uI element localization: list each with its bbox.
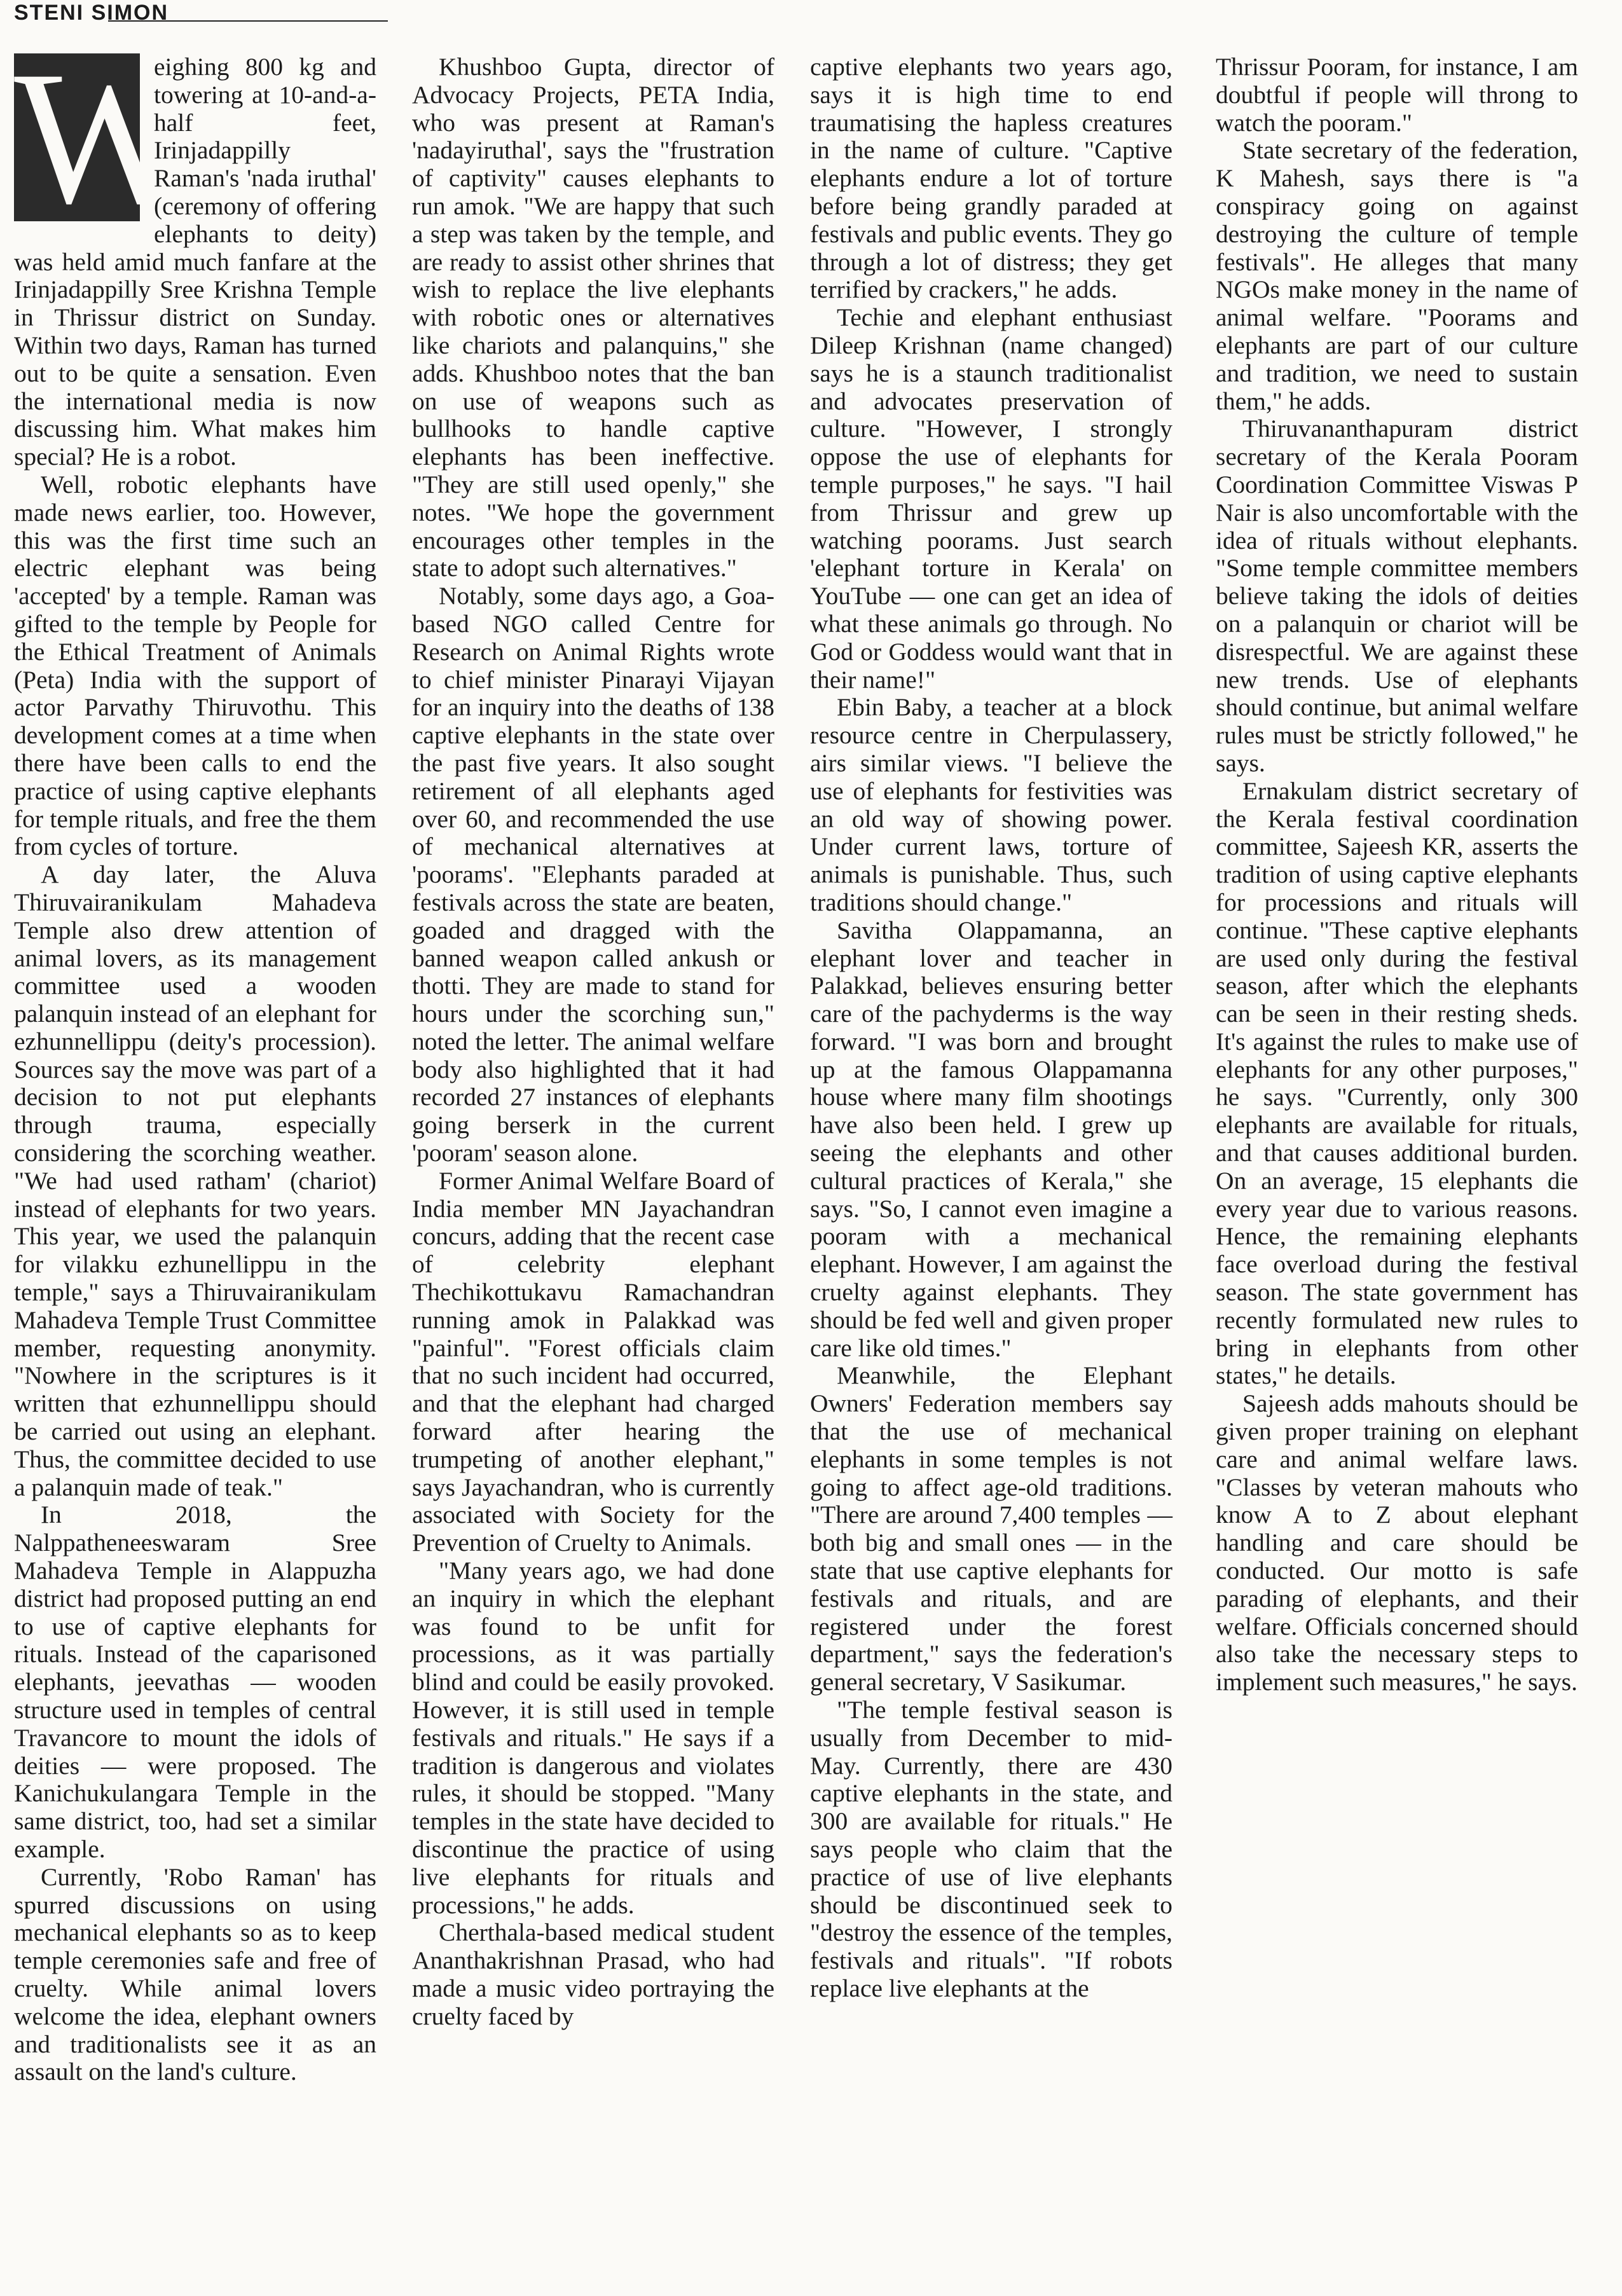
paragraph: "Many years ago, we had done an inquiry in which the elephant was found to be unfit for processions, as it was partially blind and could be easily provoked. However, it is still used in temple festivals and rituals." He says if a tradition is dangerous and violates rules, it should be stopped. "Many temples in the state have decided to discontinue the practice of using live elephants for rituals and processions," he adds.	[412, 1557, 774, 1919]
paragraph: Well, robotic elephants have made news earlier, too. However, this was the first time such an electric elephant was being 'accepted' by a temple. Raman was gifted to the temple by People for the Ethical Treatment of Animals (Peta) India with the support of actor Parvathy Thiruvothu. This development comes at a time when there have been calls to end the practice of using captive elephants for temple rituals, and free the them from cycles of torture.	[14, 470, 376, 861]
paragraph: Meanwhile, the Elephant Owners' Federation members say that the use of mechanical elephants in some temples is not going to affect age-old traditions. "There are around 7,400 temples — both big and small ones — in the state that use captive elephants for festivals and rituals, and are registered under the forest department," says the federation's general secretary, V Sasikumar.	[810, 1361, 1172, 1696]
paragraph: Sajeesh adds mahouts should be given proper training on elephant care and animal welfare laws. "Classes by veteran mahouts who know A to Z about elephant handling and care should be conducted. Our motto is safe parading of elephants, and their welfare. Officials concerned should also take the necessary steps to implement such measures," he says.	[1216, 1389, 1578, 1696]
paragraph: Ebin Baby, a teacher at a block resource centre in Cherpulassery, airs similar views. "I believe the use of elephants for festivities was an old way of showing power. Under current laws, torture of animals is punishable. Thus, such traditions should change."	[810, 693, 1172, 916]
paragraph: eighing 800 kg and towering at 10-and-a-half feet, Irinjadappilly Raman's 'nada iruthal' (ceremony of offering elephants to deity) was held amid much fanfare at the Irinjadappilly Sree Krishna Temple in Thrissur district on Sunday. Within two days, Raman has turned out to be quite a sensation. Even the international media is now discussing him. What makes him special? He is a robot.	[14, 53, 376, 471]
paragraph: State secretary of the federation, K Mahesh, says there is "a conspiracy going on against destroying the culture of temple festivals". He alleges that many NGOs make money in the name of animal welfare. "Poorams and elephants are part of our culture and tradition, we need to sustain them," he adds.	[1216, 136, 1578, 415]
paragraph: A day later, the Aluva Thiruvairanikulam Mahadeva Temple also drew attention of animal lovers, as its management committee used a wooden palanquin instead of an elephant for ezhunnellippu (deity's procession). Sources say the move was part of a decision to not put elephants through trauma, especially considering the scorching weather. "We had used ratham' (chariot) instead of elephants for two years. This year, we used the palanquin for vilakku ezhunellippu in the temple," says a Thiruvairanikulam Mahadeva Temple Trust Committee member, requesting anonymity. "Nowhere in the scriptures is it written that ezhunnellippu should be carried out using an elephant. Thus, the committee decided to use a palanquin made of teak."	[14, 860, 376, 1501]
paragraph: Former Animal Welfare Board of India member MN Jayachandran concurs, adding that the recent case of celebrity elephant Thechikottukavu Ramachandran running amok in Palakkad was "painful". "Forest officials claim that no such incident had occurred, and that the elephant had charged forward after hearing the trumpeting of another elephant," says Jayachandran, who is currently associated with Society for the Prevention of Cruelty to Animals.	[412, 1166, 774, 1557]
paragraph: Ernakulam district secretary of the Kerala festival coordination committee, Sajeesh KR, asserts the tradition of using captive elephants for processions and rituals will continue. "These captive elephants are used only during the festival season, after which the elephants can be seen in their resting sheds. It's against the rules to make use of elephants for any other purposes," he says. "Currently, only 300 elephants are available for rituals, and that causes additional burden. On an average, 15 elephants die every year due to various reasons. Hence, the remaining elephants face overload during the festival season. The state government has recently formulated new rules to bring in elephants from other states," he details.	[1216, 776, 1578, 1390]
paragraph: Thiruvananthapuram district secretary of the Kerala Pooram Coordination Committee Viswas P Nair is also uncomfortable with the idea of rituals without elephants. "Some temple committee members believe taking the idols of deities on a palanquin or chariot will be disrespectful. We are against these new trends. Use of elephants should continue, but animal welfare rules must be strictly followed," he says.	[1216, 415, 1578, 777]
paragraph: Thrissur Pooram, for instance, I am doubtful if people will throng to watch the pooram."	[1216, 53, 1578, 137]
paragraph: Techie and elephant enthusiast Dileep Krishnan (name changed) says he is a staunch traditionalist and advocates preservation of culture. "However, I strongly oppose the use of elephants for temple purposes," he says. "I hail from Thrissur and grew up watching poorams. Just search 'elephant torture in Kerala' on YouTube — one can get an idea of what these animals go through. No God or Goddess would want that in their name!"	[810, 303, 1172, 694]
column-2	[412, 53, 774, 2279]
column-4	[1216, 53, 1578, 2279]
paragraph: Notably, some days ago, a Goa-based NGO called Centre for Research on Animal Rights wrote to chief minister Pinarayi Vijayan for an inquiry into the deaths of 138 captive elephants in the state over the past five years. It also sought retirement of all elephants aged over 60, and recommended the use of mechanical alternatives at 'poorams'. "Elephants paraded at festivals across the state are beaten, goaded and dragged with the banned weapon called ankush or thotti. They are made to stand for hours under the scorching sun," noted the letter. The animal welfare body also highlighted that it had recorded 27 instances of elephants going berserk in the current 'pooram' season alone.	[412, 582, 774, 1167]
paragraph: Khushboo Gupta, director of Advocacy Projects, PETA India, who was present at Raman's 'nadayiruthal', says the "frustration of captivity" causes elephants to run amok. "We are happy that such a step was taken by the temple, and are ready to assist other shrines that wish to replace the live elephants with robotic ones or alternatives like chariots and palanquins," she adds. Khushboo notes that the ban on use of weapons such as bullhooks to handle captive elephants has been ineffective. "They are still used openly," she notes. "We hope the government encourages other temples in the state to adopt such alternatives."	[412, 53, 774, 582]
paragraph: "The temple festival season is usually from December to mid-May. Currently, there are 430 captive elephants in the state, and 300 are available for rituals." He says people who claim that the practice of use of live elephants should be discontinued seek to "destroy the essence of the temples, festivals and rituals". "If robots replace live elephants at the	[810, 1696, 1172, 2002]
paragraph: captive elephants two years ago, says it is high time to end traumatising the hapless creatures in the name of culture. "Captive elephants endure a lot of torture before being grandly paraded at festivals and public events. They go through a lot of distress; they get terrified by crackers," he adds.	[810, 53, 1172, 304]
byline: STENI SIMON	[14, 1, 169, 25]
drop-cap: W	[14, 32, 195, 243]
paragraph: Cherthala-based medical student Ananthakrishnan Prasad, who had made a music video portraying the cruelty faced by	[412, 1918, 774, 2030]
paragraph: In 2018, the Nalppatheneeswaram Sree Mahadeva Temple in Alappuzha district had proposed putting an end to use of captive elephants for rituals. Instead of the caparisoned elephants, jeevathas — wooden structure used in temples of central Travancore to mount the idols of deities — were proposed. The Kanichukulangara Temple in the same district, too, had set a similar example.	[14, 1501, 376, 1863]
byline-rule	[108, 20, 388, 22]
column-3	[810, 53, 1172, 2279]
paragraph: Savitha Olappamanna, an elephant lover and teacher in Palakkad, believes ensuring better care of the pachyderms is the way forward. "I was born and brought up at the famous Olappamanna house where many film shootings have also been held. I grew up seeing the elephants and other cultural practices of Kerala," she says. "So, I cannot even imagine a pooram with a mechanical elephant. However, I am against the cruelty against elephants. They should be fed well and given proper care like old times."	[810, 916, 1172, 1362]
paragraph: Currently, 'Robo Raman' has spurred discussions on using mechanical elephants so as to keep temple ceremonies safe and free of cruelty. While animal lovers welcome the idea, elephant owners and traditionalists see it as an assault on the land's culture.	[14, 1862, 376, 2086]
column-1	[14, 32, 376, 2279]
